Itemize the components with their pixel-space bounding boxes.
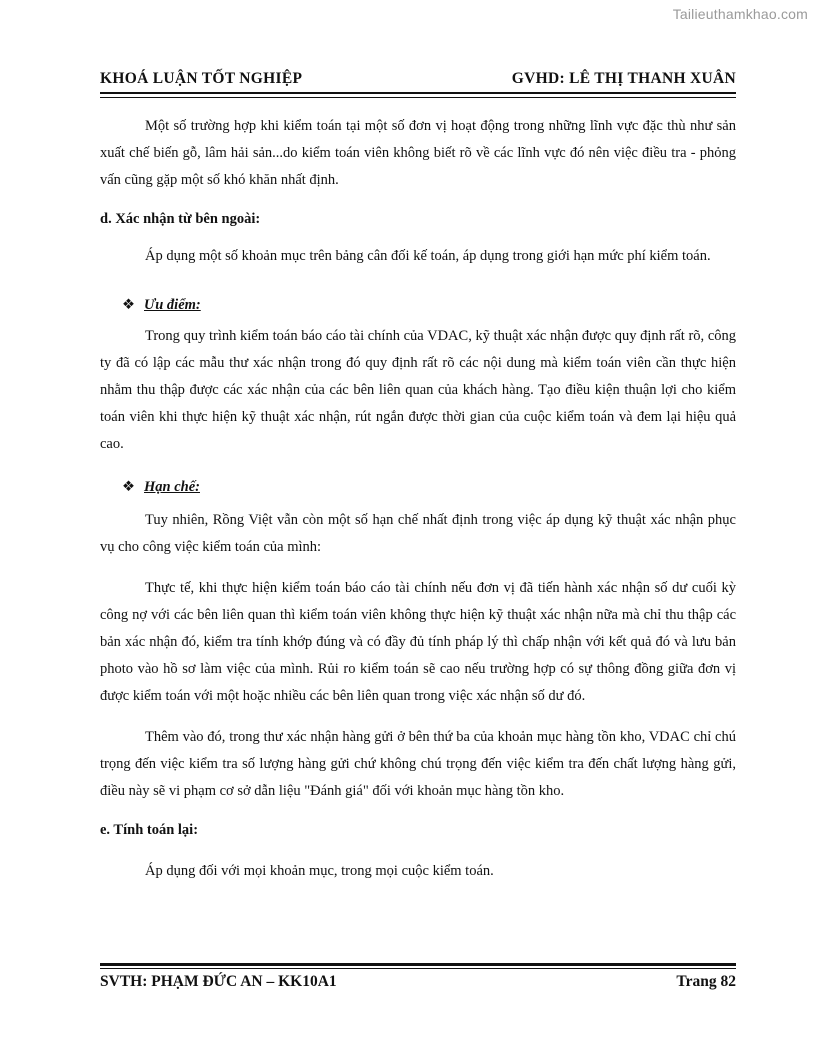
paragraph-advantages: Trong quy trình kiểm toán báo cáo tài chính của VDAC, kỹ thuật xác nhận được quy định rất rõ, công ty đã có lập các mẫu thư xác nhận trong đó quy định rất rõ các nội dung mà kiểm toán viên cần thực hiện nhằm thu thập được các xác nhận của các bên liên quan của khách hàng. Tạo điều kiện thuận lợi cho kiểm toán viên khi thực hiện kỹ thuật xác nhận, rút ngắn được thời gian của cuộc kiểm toán và đem lại hiệu quả cao. <box>100 328 736 452</box>
bullet-diamond-icon: ❖ <box>122 479 135 495</box>
page-header <box>100 70 736 88</box>
subheading-limitations: ❖ Hạn chế: <box>122 474 736 501</box>
page-number: Trang 82 <box>676 973 736 990</box>
header-thesis-title: KHOÁ LUẬN TỐT NGHIỆP <box>100 70 303 87</box>
paragraph-limitations-detail: Thực tế, khi thực hiện kiểm toán báo cáo tài chính nếu đơn vị đã tiến hành xác nhận số dư cuối kỳ công nợ với các bên liên quan thì kiểm toán viên không thực hiện kỹ thuật xác nhận nữa mà chỉ thu thập các bản xác nhận đó, kiểm tra tính khớp đúng và có đầy đủ tính pháp lý thì chấp nhận với kết quả đó và lưu bản photo vào hồ sơ làm việc của mình. Rủi ro kiểm toán sẽ cao nếu trường hợp có sự thông đồng giữa đơn vị được kiểm toán với một hoặc nhiều các bên liên quan trong việc xác nhận số dư đó. <box>100 580 736 704</box>
paragraph-confirmation-scope: Áp dụng một số khoản mục trên bảng cân đối kế toán, áp dụng trong giới hạn mức phí kiểm toán. <box>145 248 711 264</box>
section-heading-e: e. Tính toán lại: <box>100 822 199 838</box>
subheading-advantages: ❖ Ưu điểm: <box>122 292 736 319</box>
section-heading-d: d. Xác nhận từ bên ngoài: <box>100 211 261 227</box>
paragraph-interview-limits: Một số trường hợp khi kiểm toán tại một số đơn vị hoạt động trong những lĩnh vực đặc thù như sản xuất chế biến gỗ, lâm hải sản...do kiểm toán viên không biết rõ về các lĩnh vực đó nên việc điều tra - phỏng vấn cũng gặp một số khó khăn nhất định. <box>100 118 736 188</box>
header-rule <box>100 92 736 98</box>
paragraph-limitations-intro: Tuy nhiên, Rồng Việt vẫn còn một số hạn chế nhất định trong việc áp dụng kỹ thuật xác nhận phục vụ cho công việc kiểm toán của mình: <box>100 512 736 555</box>
footer-student: SVTH: PHẠM ĐỨC AN – KK10A1 <box>100 973 337 990</box>
header-supervisor: GVHD: LÊ THỊ THANH XUÂN <box>511 70 736 87</box>
page-content <box>100 113 736 885</box>
paragraph-recalculation: Áp dụng đối với mọi khoản mục, trong mọi cuộc kiểm toán. <box>145 863 494 879</box>
paragraph-inventory-confirmation: Thêm vào đó, trong thư xác nhận hàng gửi ở bên thứ ba của khoản mục hàng tồn kho, VDAC chỉ chú trọng đến việc kiểm tra số lượng hàng gửi chứ không chú trọng đến việc kiểm tra đến chất lượng hàng gửi, điều này sẽ vi phạm cơ sở dẫn liệu "Đánh giá" đối với khoản mục hàng tồn kho. <box>100 729 736 799</box>
watermark: Tailieuthamkhao.com <box>672 6 808 22</box>
page-footer <box>100 973 736 991</box>
footer-rule <box>100 963 736 969</box>
bullet-diamond-icon: ❖ <box>122 297 135 313</box>
